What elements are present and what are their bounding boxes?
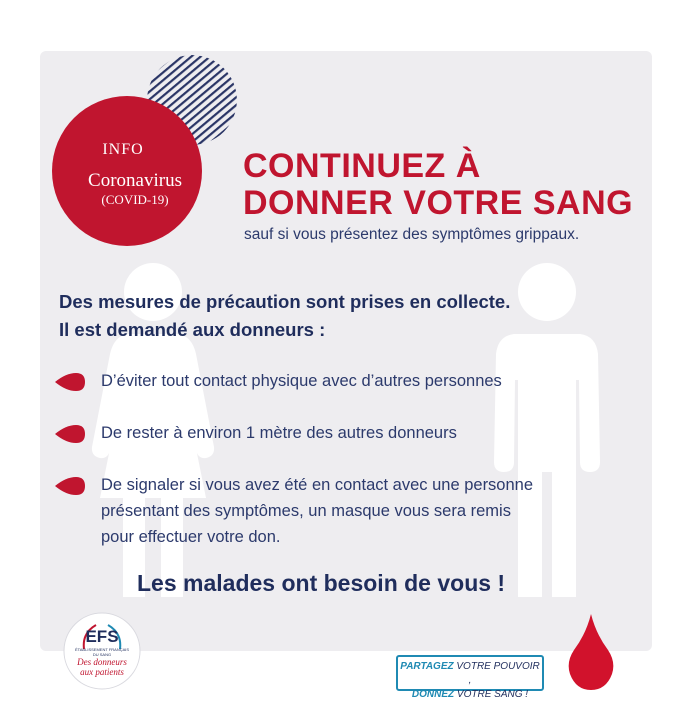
share-bold-2: DONNEZ xyxy=(411,689,455,700)
bullet-line: présentant des symptômes, un masque vous sera remis xyxy=(101,502,511,520)
intro-line-1: Des mesures de précaution sont prises en collecte. xyxy=(59,291,511,312)
blood-drop-icon xyxy=(54,474,86,498)
man-silhouette-icon xyxy=(482,262,612,602)
bullet-line: D’éviter tout contact physique avec d’autres personnes xyxy=(101,372,502,390)
share-rest-1: VOTRE POUVOIR , xyxy=(453,661,540,686)
large-blood-drop-icon xyxy=(566,612,616,692)
share-slogan-box xyxy=(396,655,544,700)
bullet-line: De signaler si vous avez été en contact avec une personne xyxy=(101,476,534,494)
blood-drop-icon xyxy=(54,422,86,446)
share-bold-1: PARTAGEZ xyxy=(400,661,454,672)
closing-message: Les malades ont besoin de vous ! xyxy=(137,570,506,596)
efs-acronym: EFS xyxy=(85,627,119,646)
badge-topic-label: Coronavirus xyxy=(88,170,182,191)
badge-info-label: INFO xyxy=(102,141,144,158)
badge-code-label: (COVID-19) xyxy=(101,192,169,207)
headline-line-2: DONNER VOTRE SANG xyxy=(243,184,634,222)
efs-full-name: ÉTABLISSEMENT FRANÇAIS DU SANG xyxy=(74,647,130,657)
share-rest-2: VOTRE SANG ! xyxy=(454,689,529,700)
bullet-line: pour effectuer votre don. xyxy=(101,528,281,546)
intro-line-2: Il est demandé aux donneurs : xyxy=(59,319,326,340)
headline-line-1: CONTINUEZ À xyxy=(243,147,481,185)
bullet-line: De rester à environ 1 mètre des autres donneurs xyxy=(101,424,457,442)
efs-tagline-1: Des donneurs xyxy=(77,657,127,667)
efs-logo xyxy=(62,611,142,691)
headline-subline: sauf si vous présentez des symptômes grippaux. xyxy=(244,226,580,243)
efs-tagline-2: aux patients xyxy=(80,667,124,677)
blood-drop-icon xyxy=(54,370,86,394)
share-slogan-line-1 xyxy=(398,660,542,688)
